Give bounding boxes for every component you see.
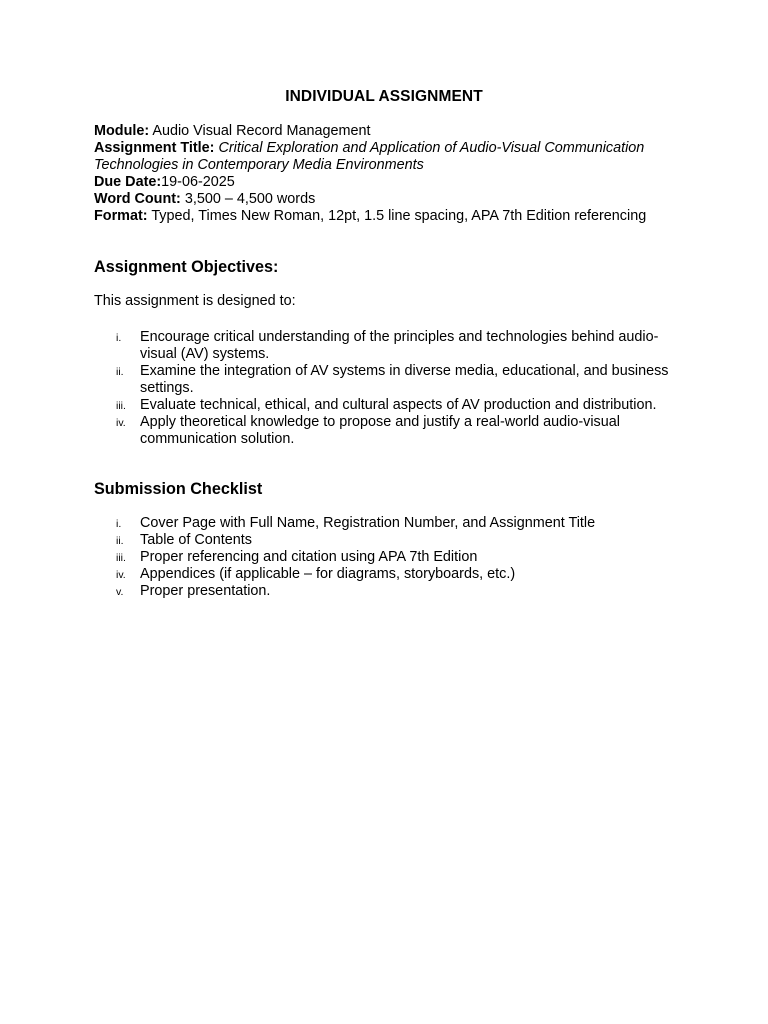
word-count-label: Word Count: bbox=[94, 191, 181, 207]
assignment-title-label: Assignment Title: bbox=[94, 140, 215, 156]
checklist-list bbox=[94, 515, 674, 600]
due-date-line bbox=[94, 174, 654, 191]
list-item bbox=[94, 363, 674, 397]
list-item bbox=[94, 414, 674, 448]
item-text: Evaluate technical, ethical, and cultural aspects of AV production and distribution. bbox=[140, 397, 657, 413]
item-text: Apply theoretical knowledge to propose and justify a real-world audio-visual communication solution. bbox=[140, 414, 620, 447]
list-item bbox=[94, 397, 674, 414]
module-line bbox=[94, 123, 654, 140]
due-date-label: Due Date: bbox=[94, 174, 162, 190]
assignment-title-line bbox=[94, 140, 654, 174]
document-title: INDIVIDUAL ASSIGNMENT bbox=[285, 88, 483, 105]
word-count-value: 3,500 – 4,500 words bbox=[180, 191, 316, 207]
module-label: Module: bbox=[94, 123, 150, 139]
item-text: Appendices (if applicable – for diagrams, storyboards, etc.) bbox=[140, 566, 516, 582]
item-text: Examine the integration of AV systems in diverse media, educational, and business settings. bbox=[140, 363, 669, 396]
objectives-intro: This assignment is designed to: bbox=[94, 293, 296, 309]
assignment-title-value: Critical Exploration and Application of Audio-Visual Communication Technologies in Contemporary Media Environments bbox=[94, 140, 645, 173]
word-count-line bbox=[94, 191, 654, 208]
format-label: Format: bbox=[94, 208, 148, 224]
item-number: ii. bbox=[116, 366, 124, 378]
item-number: iv. bbox=[116, 569, 126, 581]
list-item bbox=[94, 549, 674, 566]
item-number: ii. bbox=[116, 535, 124, 547]
item-text: Cover Page with Full Name, Registration Number, and Assignment Title bbox=[140, 515, 596, 531]
objectives-heading: Assignment Objectives: bbox=[94, 258, 279, 276]
list-item bbox=[94, 532, 674, 549]
module-value: Audio Visual Record Management bbox=[149, 123, 371, 139]
item-text: Table of Contents bbox=[140, 532, 252, 548]
list-item bbox=[94, 566, 674, 583]
format-value: Typed, Times New Roman, 12pt, 1.5 line spacing, APA 7th Edition referencing bbox=[147, 208, 647, 224]
list-item bbox=[94, 329, 674, 363]
assignment-meta bbox=[94, 123, 654, 225]
item-text: Proper presentation. bbox=[140, 583, 271, 599]
item-number: v. bbox=[116, 586, 124, 598]
checklist-heading: Submission Checklist bbox=[94, 480, 263, 498]
item-text: Proper referencing and citation using APA 7th Edition bbox=[140, 549, 478, 565]
list-item bbox=[94, 515, 674, 532]
list-item bbox=[94, 583, 674, 600]
item-text: Encourage critical understanding of the principles and technologies behind audio-visual (AV) systems. bbox=[140, 329, 659, 362]
item-number: i. bbox=[116, 518, 122, 530]
item-number: iii. bbox=[116, 552, 126, 564]
objectives-list bbox=[94, 329, 674, 448]
item-number: i. bbox=[116, 332, 122, 344]
format-line bbox=[94, 208, 654, 225]
item-number: iv. bbox=[116, 417, 126, 429]
item-number: iii. bbox=[116, 400, 126, 412]
due-date-value: 19-06-2025 bbox=[161, 174, 235, 190]
